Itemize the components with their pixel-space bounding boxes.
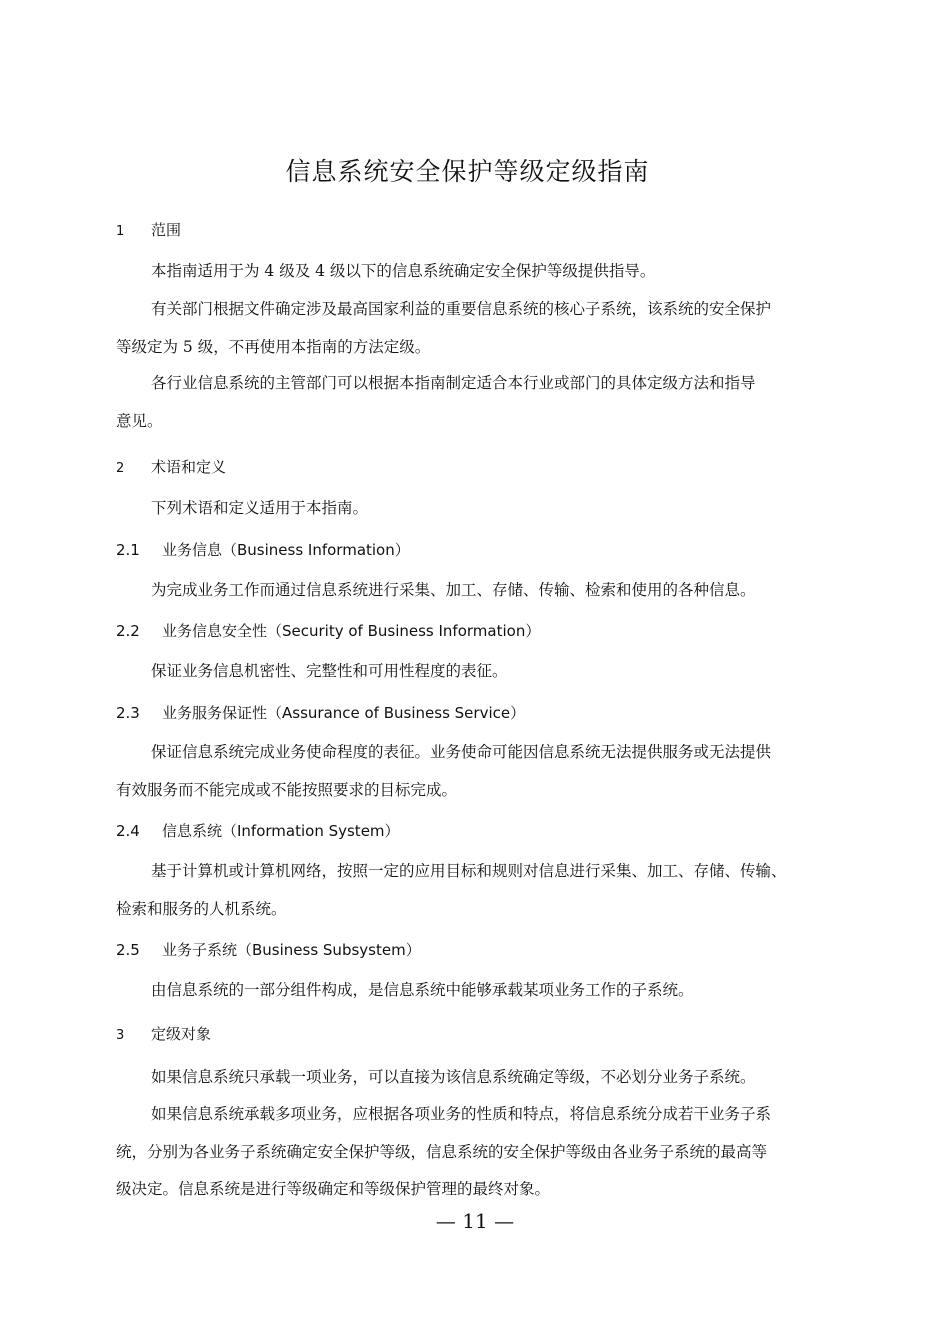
paragraph xyxy=(116,490,821,528)
paragraph xyxy=(116,1059,821,1097)
section-title: 业务信息（Business Information） xyxy=(162,541,410,559)
paragraph-line: 保证业务信息机密性、完整性和可用性程度的表征。 xyxy=(151,662,508,680)
section-title: 业务服务保证性（Assurance of Business Service） xyxy=(162,704,526,722)
paragraph xyxy=(116,253,821,291)
section-title: 信息系统（Information System） xyxy=(162,822,400,840)
section-number: 2.5 xyxy=(116,941,140,959)
page-number: — 11 — xyxy=(435,1209,515,1233)
section-heading-2 xyxy=(116,457,226,479)
paragraph-line: 统，分别为各业务子系统确定安全保护等级，信息系统的安全保护等级由各业务子系统的最高等 xyxy=(116,1142,768,1161)
paragraph-line: 保证信息系统完成业务使命程度的表征。业务使命可能因信息系统无法提供服务或无法提供 xyxy=(151,743,772,761)
paragraph-line: 如果信息系统只承载一项业务，可以直接为该信息系统确定等级，不必划分业务子系统。 xyxy=(151,1068,756,1086)
subsection-heading-2-1 xyxy=(116,540,410,560)
paragraph-line: 各行业信息系统的主管部门可以根据本指南制定适合本行业或部门的具体定级方法和指导 xyxy=(151,374,756,392)
paragraph xyxy=(116,972,821,1010)
paragraph xyxy=(116,853,821,928)
paragraph-line: 级决定。信息系统是进行等级确定和等级保护管理的最终对象。 xyxy=(116,1180,551,1198)
subsection-heading-2-4 xyxy=(116,821,400,841)
section-heading-3 xyxy=(116,1024,211,1046)
section-heading-1 xyxy=(116,220,181,242)
paragraph xyxy=(116,653,821,691)
section-number: 2.2 xyxy=(116,622,140,640)
paragraph-line: 如果信息系统承载多项业务，应根据各项业务的性质和特点，将信息系统分成若干业务子系 xyxy=(151,1105,772,1123)
paragraph xyxy=(116,1096,821,1209)
paragraph-line: 下列术语和定义适用于本指南。 xyxy=(151,499,369,517)
paragraph xyxy=(116,734,821,809)
subsection-heading-2-2 xyxy=(116,621,540,641)
paragraph-line: 由信息系统的一部分组件构成，是信息系统中能够承载某项业务工作的子系统。 xyxy=(151,981,694,999)
section-number: 3 xyxy=(116,1028,125,1043)
paragraph-line: 有关部门根据文件确定涉及最高国家利益的重要信息系统的核心子系统，该系统的安全保护 xyxy=(151,300,772,318)
section-number: 1 xyxy=(116,224,125,239)
section-number: 2.3 xyxy=(116,704,140,722)
section-number: 2 xyxy=(116,461,125,476)
subsection-heading-2-5 xyxy=(116,940,421,960)
paragraph xyxy=(116,572,821,610)
section-title: 定级对象 xyxy=(151,1025,212,1043)
paragraph-line: 检索和服务的人机系统。 xyxy=(116,899,287,918)
paragraph-line: 有效服务而不能完成或不能按照要求的目标完成。 xyxy=(116,780,458,799)
section-title: 术语和定义 xyxy=(151,458,227,476)
section-number: 2.4 xyxy=(116,822,140,840)
paragraph-line: 本指南适用于为 4 级及 4 级以下的信息系统确定安全保护等级提供指导。 xyxy=(151,262,656,280)
section-title: 业务子系统（Business Subsystem） xyxy=(162,941,421,959)
paragraph-line: 为完成业务工作而通过信息系统进行采集、加工、存储、传输、检索和使用的各种信息。 xyxy=(151,581,756,599)
section-number: 2.1 xyxy=(116,541,140,559)
paragraph-line: 基于计算机或计算机网络，按照一定的应用目标和规则对信息进行采集、加工、存储、传输、 xyxy=(151,862,787,880)
section-title: 范围 xyxy=(151,221,182,239)
paragraph-line: 意见。 xyxy=(116,411,163,430)
paragraph xyxy=(116,291,821,366)
paragraph-line: 等级定为 5 级，不再使用本指南的方法定级。 xyxy=(116,337,431,356)
document-title: 信息系统安全保护等级定级指南 xyxy=(285,157,650,186)
section-title: 业务信息安全性（Security of Business Information） xyxy=(162,622,541,640)
paragraph xyxy=(116,365,821,440)
subsection-heading-2-3 xyxy=(116,703,525,723)
